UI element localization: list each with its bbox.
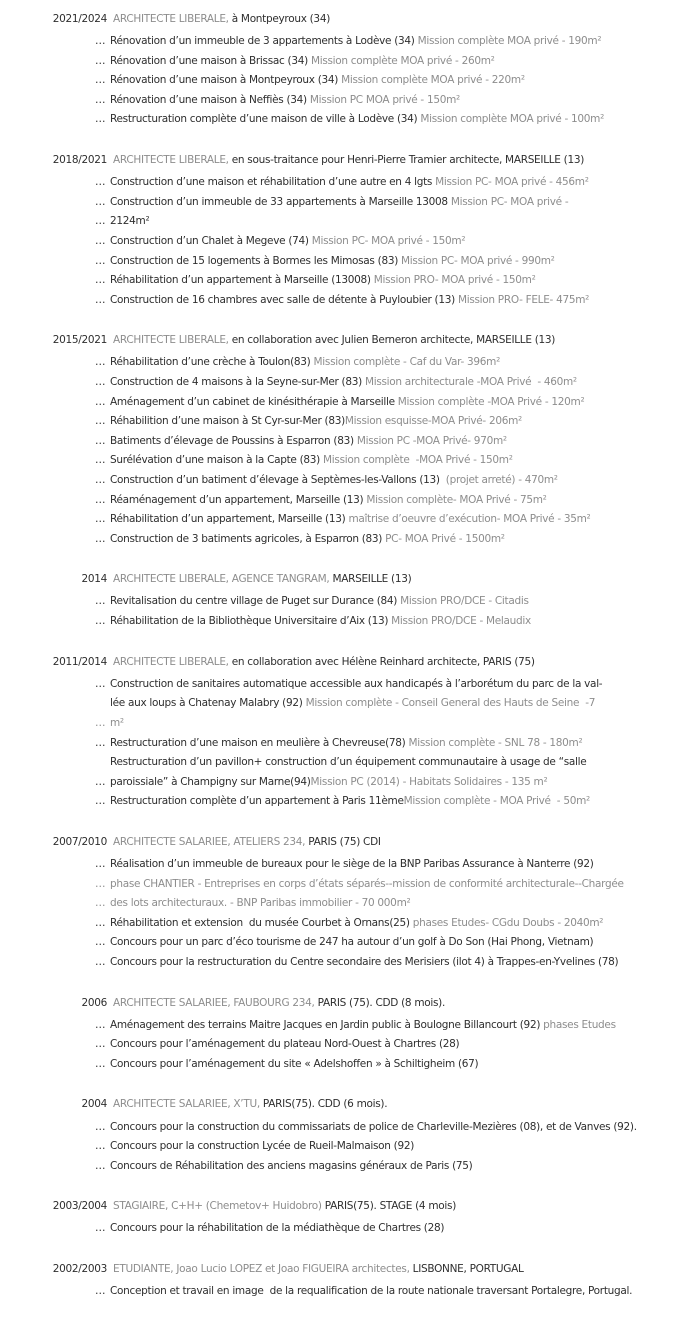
bullet-ellipsis: … — [95, 1285, 106, 1298]
experience-section — [0, 833, 678, 973]
project-mission: Mission complète- MOA Privé - 75m² — [366, 493, 547, 506]
project-mission: Mission complète MOA privé - 220m² — [341, 74, 525, 87]
project-text: Réhabilition d’une maison à St Cyr-sur-Mer (83) — [110, 415, 345, 428]
project-text: Construction de 16 chambres avec salle de détente à Puyloubier (13) — [110, 293, 458, 306]
section-year: 2021/2024 — [52, 13, 107, 25]
project-text: Réhabilitation d’une crèche à Toulon(83) — [110, 356, 314, 369]
project-text: Réhabilitation de la Bibliothèque Universitaire d’Aix (13) — [110, 615, 392, 628]
project-text: Concours de Réhabilitation des anciens magasins généraux de Paris (75) — [110, 1159, 473, 1172]
project-mission: PC- MOA Privé - 1500m² — [385, 532, 505, 545]
project-line — [0, 1118, 678, 1138]
project-line — [0, 530, 678, 550]
bullet-ellipsis: … — [95, 1222, 106, 1235]
project-mission: Mission complète - MOA Privé - 50m² — [403, 795, 590, 808]
project-mission: Mission PRO- FELE- 475m² — [457, 293, 590, 306]
project-mission: Mission complète -MOA Privé - 120m² — [397, 395, 585, 408]
bullet-ellipsis: … — [95, 1057, 106, 1070]
project-text: 2124m² — [110, 215, 150, 228]
experience-section — [0, 331, 678, 549]
project-text: Concours pour la restructuration du Centre secondaire des Merisiers (ilot 4) à Trappes-en-Yvelines (78) — [110, 955, 619, 968]
project-line — [0, 875, 678, 895]
project-line — [0, 855, 678, 875]
bullet-ellipsis: … — [95, 176, 106, 189]
project-mission: Mission PC- MOA privé - 150m² — [311, 234, 466, 247]
section-title-role: ARCHITECTE SALARIEE, X’TU, — [113, 1098, 260, 1111]
bullet-ellipsis: … — [95, 1018, 106, 1031]
section-year: 2002/2003 — [52, 1262, 107, 1275]
bullet-ellipsis: … — [95, 936, 106, 949]
section-title-detail: LISBONNE, PORTUGAL — [409, 1262, 524, 1275]
project-line — [0, 110, 678, 130]
section-header — [0, 994, 678, 1014]
bullet-ellipsis: … — [95, 595, 106, 608]
experience-section — [0, 994, 678, 1075]
project-text: lée aux loups à Chatenay Malabry (92) — [110, 697, 306, 710]
bullet-ellipsis: … — [95, 1038, 106, 1051]
experience-section — [0, 1197, 678, 1239]
project-line — [0, 451, 678, 471]
section-year: 2011/2014 — [52, 655, 107, 668]
section-title-detail: PARIS(75). CDD (6 mois). — [259, 1098, 388, 1111]
bullet-ellipsis: … — [95, 857, 106, 870]
project-mission: Mission PC MOA privé - 150m² — [309, 93, 460, 106]
bullet-ellipsis: … — [95, 93, 106, 106]
section-year: 2007/2010 — [52, 835, 107, 848]
project-mission: Mission PC (2014) - Habitats Solidaires - 135 m² — [310, 775, 548, 788]
project-text: Restructuration d’un pavillon+ construction d’un équipement communautaire à usage de “salle — [110, 756, 587, 769]
project-mission: Mission complète MOA privé - 190m² — [417, 35, 602, 48]
section-year: 2014 — [81, 573, 107, 586]
section-title-detail: en collaboration avec Hélène Reinhard architecte, PARIS (75) — [228, 655, 535, 668]
bullet-ellipsis: … — [95, 215, 106, 228]
project-line — [0, 193, 678, 213]
section-header — [0, 653, 678, 673]
project-line — [0, 1016, 678, 1036]
project-line — [0, 714, 678, 734]
project-text: Rénovation d’une maison à Brissac (34) — [110, 54, 311, 67]
project-mission: des lots architecturaux. - BNP Paribas immobilier - 70 000m² — [110, 897, 411, 910]
project-line — [0, 412, 678, 432]
section-header — [0, 1197, 678, 1217]
project-text: Réhabilitation et extension du musée Courbet à Ornans(25) — [110, 916, 413, 929]
project-text: Réhabilitation d’un appartement à Marseille (13008) — [110, 274, 374, 287]
project-line — [0, 291, 678, 311]
section-title-role: ARCHITECTE SALARIEE, ATELIERS 234, — [113, 835, 306, 848]
bullet-ellipsis: … — [95, 54, 106, 67]
project-line — [0, 232, 678, 252]
project-text: Rénovation d’un immeuble de 3 appartements à Lodève (34) — [110, 35, 418, 48]
project-mission: phases Etudes — [543, 1018, 616, 1031]
project-line — [0, 271, 678, 291]
project-mission: Mission architecturale -MOA Privé - 460m² — [364, 376, 577, 388]
bullet-ellipsis: … — [95, 795, 106, 808]
section-header — [0, 1260, 678, 1280]
project-text: Construction d’un batiment d’élevage à Septèmes-les-Vallons (13) — [110, 473, 443, 486]
project-line — [0, 510, 678, 530]
section-header — [0, 10, 678, 30]
project-line — [0, 773, 678, 793]
bullet-ellipsis: … — [95, 493, 106, 506]
bullet-ellipsis: … — [95, 677, 106, 690]
project-text: Restructuration d’une maison en meulière à Chevreuse(78) — [110, 736, 409, 749]
project-text: Conception et travail en image de la requalification de la route nationale traversant Portalegre, Portugal. — [110, 1285, 633, 1298]
project-text: Réhabilitation d’un appartement, Marseille (13) — [110, 513, 349, 526]
project-text: Construction de 15 logements à Bormes les Mimosas (83) — [110, 254, 402, 267]
project-line — [0, 592, 678, 612]
project-line — [0, 734, 678, 754]
bullet-ellipsis: … — [95, 1140, 106, 1153]
project-text: Concours pour un parc d’éco tourisme de 247 ha autour d’un golf à Do Son (Hai Phong, Vietnam) — [110, 936, 594, 949]
project-line — [0, 753, 678, 773]
bullet-ellipsis: … — [95, 434, 106, 447]
project-text: Rénovation d’une maison à Montpeyroux (34) — [110, 74, 342, 87]
experience-section — [0, 653, 678, 812]
project-text: Concours pour la construction du commissariats de police de Charleville-Mezières (08), et de Vanves (92). — [110, 1120, 637, 1133]
project-text: Restructuration complète d’une maison de ville à Lodève (34) — [110, 113, 421, 126]
project-text: Revitalisation du centre village de Puget sur Durance (84) — [110, 595, 401, 608]
project-text: Concours pour la réhabilitation de la médiathèque de Chartres (28) — [110, 1222, 445, 1235]
section-year: 2006 — [81, 996, 107, 1009]
project-line — [0, 1137, 678, 1157]
project-mission: Mission PC -MOA Privé- 970m² — [356, 434, 507, 447]
project-text: Surélévation d’une maison à la Capte (83) — [110, 454, 324, 467]
section-year: 2015/2021 — [52, 334, 107, 347]
section-title-detail: en collaboration avec Julien Berneron architecte, MARSEILLE (13) — [228, 334, 556, 347]
bullet-ellipsis: … — [95, 615, 106, 628]
section-title-detail: PARIS (75). CDD (8 mois). — [314, 996, 445, 1009]
experience-section — [0, 1260, 678, 1302]
bullet-ellipsis: … — [95, 74, 106, 87]
section-title-role: ARCHITECTE LIBERALE, — [113, 154, 229, 167]
experience-section — [0, 1095, 678, 1176]
bullet-ellipsis: … — [95, 513, 106, 526]
project-mission: Mission complète - Caf du Var- 396m² — [313, 356, 500, 369]
project-mission: (projet arreté) - 470m² — [442, 473, 558, 486]
bullet-ellipsis: … — [95, 195, 106, 208]
project-line — [0, 432, 678, 452]
section-title-detail: à Montpeyroux (34) — [228, 13, 330, 25]
section-title-role: ARCHITECTE SALARIEE, FAUBOURG 234, — [113, 996, 315, 1009]
project-text: Restructuration complète d’un appartement à Paris 11ème — [110, 795, 404, 808]
project-mission: Mission PC- MOA privé - 990m² — [401, 254, 555, 267]
section-title-role: ETUDIANTE, Joao Lucio LOPEZ et Joao FIGUEIRA architectes, — [113, 1262, 410, 1275]
project-mission: Mission PRO/DCE - Melaudix — [391, 615, 531, 628]
project-text: Concours pour la construction Lycée de Rueil-Malmaison (92) — [110, 1140, 414, 1153]
section-header — [0, 833, 678, 853]
bullet-ellipsis: … — [95, 955, 106, 968]
project-text: Construction d’un immeuble de 33 appartements à Marseille 13008 — [110, 195, 451, 208]
bullet-ellipsis: … — [95, 454, 106, 467]
project-line — [0, 52, 678, 72]
project-line — [0, 393, 678, 413]
project-mission: Mission PRO/DCE - Citadis — [400, 595, 529, 608]
project-mission: Mission complète -MOA Privé - 150m² — [323, 454, 513, 467]
project-line — [0, 491, 678, 511]
bullet-ellipsis: … — [95, 415, 106, 428]
project-line — [0, 353, 678, 373]
project-mission: Mission PRO- MOA privé - 150m² — [373, 274, 536, 287]
experience-section — [0, 10, 678, 130]
bullet-ellipsis: … — [95, 376, 106, 388]
project-line — [0, 1157, 678, 1177]
project-line — [0, 212, 678, 232]
section-title-detail: PARIS (75) CDI — [305, 835, 381, 848]
bullet-ellipsis: … — [95, 716, 106, 729]
bullet-ellipsis: … — [95, 1159, 106, 1172]
bullet-ellipsis: … — [95, 35, 106, 48]
project-text: Construction de sanitaires automatique accessible aux handicapés à l’arborétum du parc de la val- — [110, 677, 603, 690]
bullet-ellipsis: … — [95, 113, 106, 126]
project-text: Concours pour l’aménagement du plateau Nord-Ouest à Chartres (28) — [110, 1038, 460, 1051]
project-mission: Mission esquisse-MOA Privé- 206m² — [344, 415, 522, 428]
bullet-ellipsis: … — [95, 395, 106, 408]
project-line — [0, 612, 678, 632]
project-text: Construction d’un Chalet à Megeve (74) — [110, 234, 312, 247]
bullet-ellipsis: … — [95, 234, 106, 247]
bullet-ellipsis: … — [95, 916, 106, 929]
project-text: Batiments d’élevage de Poussins à Esparron (83) — [110, 434, 357, 447]
project-text: paroissiale” à Champigny sur Marne(94) — [110, 775, 311, 788]
bullet-ellipsis: … — [95, 473, 106, 486]
section-title-detail: en sous-traitance pour Henri-Pierre Tramier architecte, MARSEILLE (13) — [228, 154, 585, 167]
section-title-role: ARCHITECTE LIBERALE, — [113, 655, 229, 668]
section-title-role: ARCHITECTE LIBERALE, — [113, 334, 229, 347]
project-mission: Mission PC- MOA privé - 456m² — [435, 176, 589, 189]
bullet-ellipsis: … — [95, 736, 106, 749]
project-line — [0, 71, 678, 91]
project-mission: phases Etudes- CGdu Doubs - 2040m² — [412, 916, 604, 929]
section-year: 2018/2021 — [52, 154, 107, 167]
section-header — [0, 570, 678, 590]
project-line — [0, 252, 678, 272]
section-title-detail: MARSEILLE (13) — [329, 573, 412, 586]
project-text: Aménagement des terrains Maitre Jacques en Jardin public à Boulogne Billancourt (92) — [110, 1018, 544, 1031]
section-title-role: ARCHITECTE LIBERALE, AGENCE TANGRAM, — [113, 573, 330, 586]
project-mission: Mission complète MOA privé - 100m² — [420, 113, 604, 126]
section-title-detail: PARIS(75). STAGE (4 mois) — [324, 1200, 456, 1213]
project-line — [0, 933, 678, 953]
project-mission: m² — [110, 716, 124, 729]
bullet-ellipsis: … — [95, 293, 106, 306]
project-text: Construction d’une maison et réhabilitation d’une autre en 4 lgts — [110, 176, 436, 189]
project-line — [0, 91, 678, 111]
project-line — [0, 173, 678, 193]
project-line — [0, 914, 678, 934]
project-line — [0, 471, 678, 491]
project-text: Aménagement d’un cabinet de kinésithérapie à Marseille — [110, 395, 398, 408]
bullet-ellipsis: … — [95, 274, 106, 287]
project-mission: Mission PC- MOA privé - — [450, 195, 569, 208]
bullet-ellipsis: … — [95, 532, 106, 545]
project-text: Rénovation d’une maison à Neffiès (34) — [110, 93, 310, 106]
bullet-ellipsis: … — [95, 897, 106, 910]
section-header — [0, 1095, 678, 1115]
bullet-ellipsis: … — [95, 356, 106, 369]
bullet-ellipsis: … — [95, 775, 106, 788]
project-line — [0, 1035, 678, 1055]
project-text: Construction de 3 batiments agricoles, à Esparron (83) — [110, 532, 386, 545]
project-text: Construction de 4 maisons à la Seyne-sur-Mer (83) — [110, 376, 365, 388]
project-mission: maîtrise d’oeuvre d’exécution- MOA Privé - 35m² — [348, 513, 591, 526]
section-year: 2004 — [81, 1098, 107, 1111]
project-line — [0, 1055, 678, 1075]
project-line — [0, 373, 678, 393]
bullet-ellipsis: … — [95, 1120, 106, 1133]
experience-section — [0, 570, 678, 631]
project-line — [0, 953, 678, 973]
project-line — [0, 1282, 678, 1302]
experience-section — [0, 151, 678, 310]
project-mission: phase CHANTIER - Entreprises en corps d’états séparés--mission de conformité architecturale--Chargée — [110, 877, 624, 890]
project-text: Réaménagement d’un appartement, Marseille (13) — [110, 493, 367, 506]
project-line — [0, 675, 678, 695]
project-mission: Mission complète - SNL 78 - 180m² — [408, 736, 583, 749]
project-mission: Mission complète - Conseil General des Hauts de Seine -7 — [305, 697, 596, 710]
section-header — [0, 151, 678, 171]
project-line — [0, 792, 678, 812]
project-text: Concours pour l’aménagement du site « Adelshoffen » à Schiltigheim (67) — [110, 1057, 479, 1070]
bullet-ellipsis: … — [95, 254, 106, 267]
project-line — [0, 1219, 678, 1239]
section-header — [0, 331, 678, 351]
section-year: 2003/2004 — [52, 1200, 107, 1213]
section-title-role: ARCHITECTE LIBERALE, — [113, 13, 229, 25]
project-line — [0, 32, 678, 52]
bullet-ellipsis: … — [95, 877, 106, 890]
project-line — [0, 894, 678, 914]
project-mission: Mission complète MOA privé - 260m² — [310, 54, 495, 67]
section-title-role: STAGIAIRE, C+H+ (Chemetov+ Huidobro) — [113, 1200, 325, 1213]
project-text: Réalisation d’un immeuble de bureaux pour le siège de la BNP Paribas Assurance à Nanterre (92) — [110, 857, 594, 870]
project-line — [0, 694, 678, 714]
